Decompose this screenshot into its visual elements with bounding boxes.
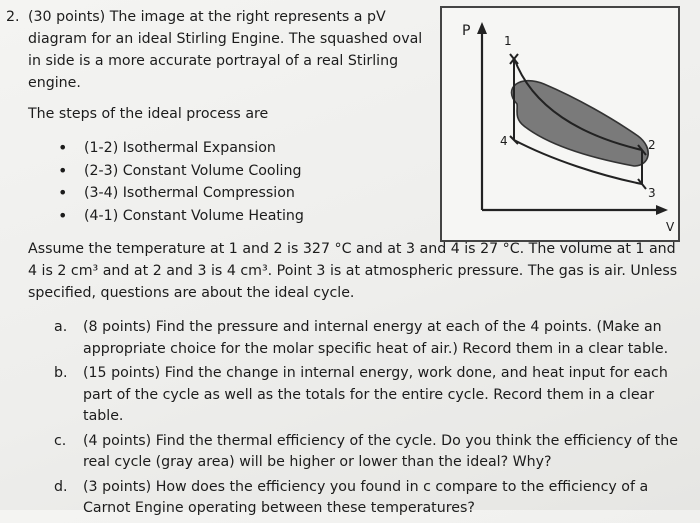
point-3-label: 3 [648,186,656,200]
assumptions-text: Assume the temperature at 1 and 2 is 327 °C and at 3 and 4 is 27 °C. The volume at 1 and 4 is 2 cm³ and at 2 and 3 is 4 cm³. Point 3 is at atmospheric pressure. The gas is air. Unless specified, questions are about the ideal cycle. [28,241,678,301]
axis-v-label: V [666,220,675,234]
pv-diagram [440,6,680,242]
part-letter: a. [54,319,68,335]
part-text: (4 points) Find the thermal efficiency of the cycle. Do you think the efficiency of the real cycle (gray area) will be higher or lower than the ideal? Why? [83,432,678,470]
steps-title: The steps of the ideal process are [28,106,269,122]
v-axis-arrow [656,205,668,215]
part-text: (15 points) Find the change in internal energy, work done, and heat input for each part of the cycle as well as the totals for the entire cycle. Record them in a clear table. [83,365,668,424]
part-item [54,317,694,360]
question-number: 2. [6,9,20,25]
steps-list [58,137,304,227]
axis-p-label: P [462,23,471,39]
point-1-label: 1 [504,34,512,48]
part-item [54,363,694,428]
question-intro: (30 points) The image at the right represents a pV diagram for an ideal Stirling Engine. The squashed oval in side is a more accurate portrayal of a real Stirling engine. [28,9,423,91]
pv-diagram-svg [442,8,678,240]
step-item: • (3-4) Isothermal Compression [58,182,304,205]
part-item [54,477,694,520]
part-text: (8 points) Find the pressure and internal energy at each of the 4 points. (Make an appropriate choice for the molar specific heat of air.) Record them in a clear table. [83,319,669,357]
step-item: • (4-1) Constant Volume Heating [58,205,304,228]
parts-list [54,317,694,523]
point-4-label: 4 [500,134,508,148]
p-axis-arrow [477,22,487,34]
part-letter: c. [54,432,67,449]
point-2-label: 2 [648,138,656,152]
part-text: (3 points) How does the efficiency you found in c compare to the efficiency of a Carnot Engine operating between these temperatures? [83,478,649,516]
part-letter: d. [54,478,68,495]
part-letter: b. [54,365,68,381]
real-cycle-oval [512,81,649,166]
step-item: • (2-3) Constant Volume Cooling [58,160,304,183]
step-item: • (1-2) Isothermal Expansion [58,137,304,160]
part-item [54,431,694,474]
